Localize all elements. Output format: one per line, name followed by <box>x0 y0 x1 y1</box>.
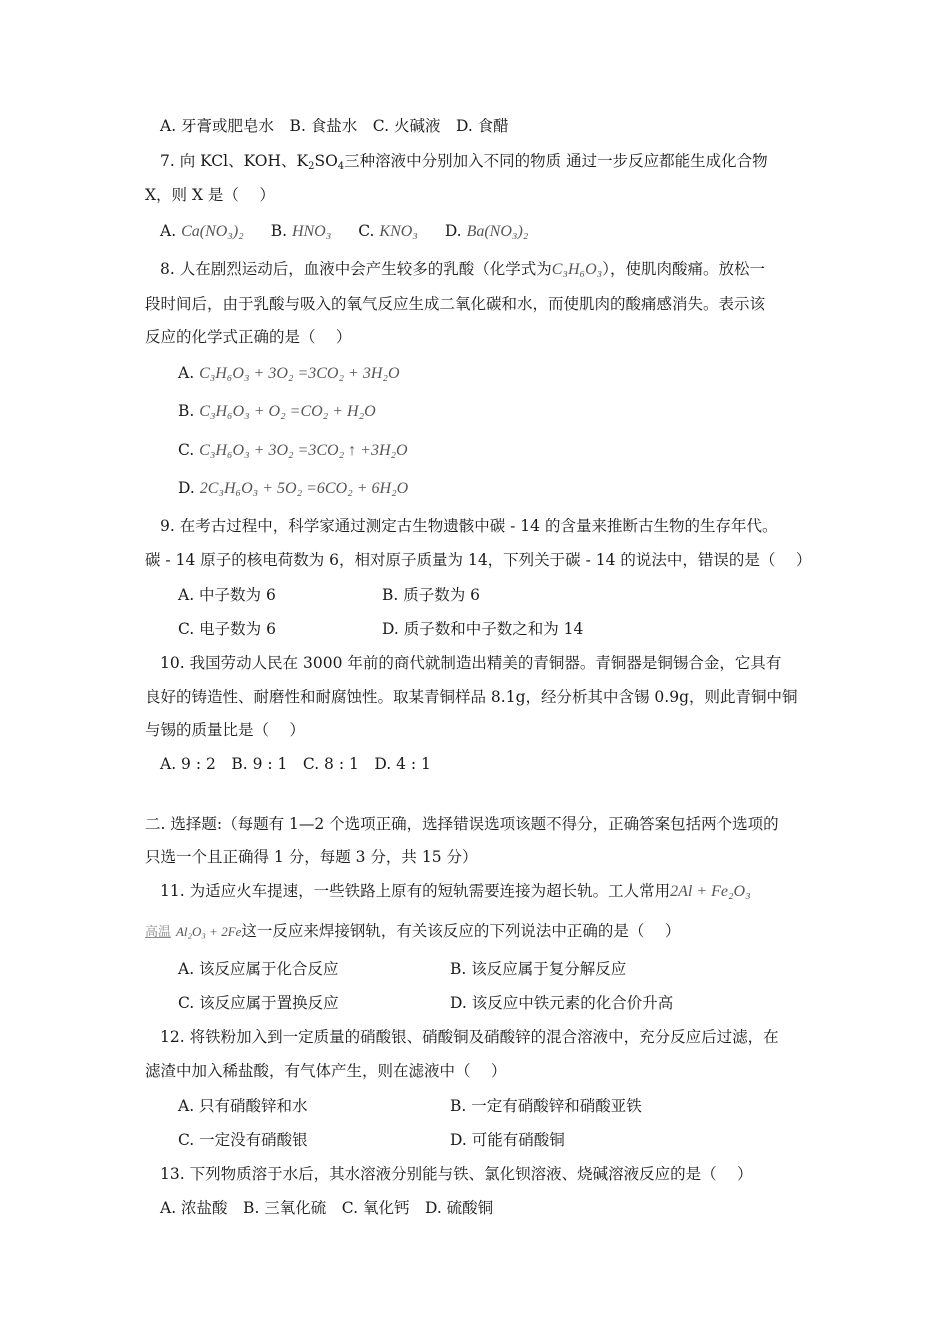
q10-stem-line1: 10. 我国劳动人民在 3000 年前的商代就制造出精美的青铜器。青铜器是铜锡合金，它具有 <box>160 654 782 672</box>
q8-stem-line1: 8. 人在剧烈运动后，血液中会产生较多的乳酸（化学式为C₃H₆O₃），使肌肉酸痛。放松一 <box>160 260 765 278</box>
q9-option-d: D. 质子数和中子数之和为 14 <box>382 620 584 638</box>
q9-option-c: C. 电子数为 6 <box>178 620 276 638</box>
q13-options: A. 浓盐酸 B. 三氧化硫 C. 氧化钙 D. 硫酸铜 <box>160 1199 494 1217</box>
q8-lactic-acid-formula: C₃H₆O₃ <box>551 261 603 278</box>
q7-option-d-formula: Ba(NO₃)₂ <box>466 223 529 240</box>
q7-stem-line1: 7. 向 KCl、KOH、$K_2SO_4$三种溶液中分别加入不同的物质 通过一步反应都能生成化合物 <box>160 152 768 172</box>
q9-option-b: B. 质子数为 6 <box>382 586 481 604</box>
q11-option-c: C. 该反应属于置换反应 <box>178 994 339 1012</box>
q12-option-d: D. 可能有硝酸铜 <box>450 1131 565 1149</box>
q11-stem-line2: 高温 Al₂O₃ + 2Fe这一反应来焊接钢轨，有关该反应的下列说法中正确的是（ ） <box>145 922 681 940</box>
section2-instructions-line2: 只选一个且正确得 1 分，每题 3 分，共 15 分） <box>145 848 478 866</box>
q12-stem-line2: 滤渣中加入稀盐酸，有气体产生，则在滤液中（ ） <box>145 1062 507 1080</box>
q7-option-c-formula: KNO₃ <box>379 223 418 240</box>
q13-stem: 13. 下列物质溶于水后，其水溶液分别能与铁、氯化钡溶液、烧碱溶液反应的是（ ） <box>160 1165 753 1183</box>
q7-options: A. Ca(NO₃)₂ B. HNO₃ C. KNO₃ D. Ba(NO₃)₂ <box>160 222 529 240</box>
q8-stem-line2: 段时间后，由于乳酸与吸入的氧气反应生成二氧化碳和水，而使肌肉的酸痛感消失。表示该 <box>145 295 766 313</box>
q8-option-a: A. C₃H₆O₃ + 3O₂ =3CO₂ + 3H₂O <box>178 364 400 382</box>
q11-option-a: A. 该反应属于化合反应 <box>178 960 339 978</box>
q11-stem-line1: 11. 为适应火车提速，一些铁路上原有的短轨需要连接为超长轨。工人常用2Al + Fe₂O₃ <box>160 882 751 900</box>
q10-stem-line3: 与锡的质量比是（ ） <box>145 721 305 739</box>
q7-option-a-formula: Ca(NO₃)₂ <box>181 223 244 240</box>
section2-instructions-line1: 二. 选择题:（每题有 1—2 个选项正确，选择错误选项该题不得分，正确答案包括两个选项的 <box>145 815 779 833</box>
q11-condition-high-temp: 高温 <box>145 925 172 940</box>
q12-option-a: A. 只有硝酸锌和水 <box>178 1097 308 1115</box>
q9-stem-line2: 碳 - 14 原子的核电荷数为 6，相对原子质量为 14，下列关于碳 - 14 的说法中，错误的是（ ） <box>145 551 812 569</box>
q10-stem-line2: 良好的铸造性、耐磨性和耐腐蚀性。取某青铜样品 8.1g，经分析其中含锡 0.9g，则此青铜中铜 <box>145 688 798 706</box>
q12-option-b: B. 一定有硝酸锌和硝酸亚铁 <box>450 1097 642 1115</box>
q8-stem-line3: 反应的化学式正确的是（ ） <box>145 328 352 346</box>
q6-options: A. 牙膏或肥皂水 B. 食盐水 C. 火碱液 D. 食醋 <box>160 117 509 135</box>
q11-reactants-formula: 2Al + Fe₂O₃ <box>670 883 751 900</box>
q8-option-b: B. C₃H₆O₃ + O₂ =CO₂ + H₂O <box>178 402 376 420</box>
q9-option-a: A. 中子数为 6 <box>178 586 276 604</box>
q11-option-d: D. 该反应中铁元素的化合价升高 <box>450 994 674 1012</box>
q12-stem-line1: 12. 将铁粉加入到一定质量的硝酸银、硝酸铜及硝酸锌的混合溶液中，充分反应后过滤，在 <box>160 1028 779 1046</box>
q8-option-c: C. C₃H₆O₃ + 3O₂ =3CO₂ ↑ +3H₂O <box>178 441 408 459</box>
q10-options: A. 9 : 2 B. 9 : 1 C. 8 : 1 D. 4 : 1 <box>160 755 431 773</box>
q11-products-formula: Al₂O₃ + 2Fe <box>175 924 242 939</box>
q11-option-b: B. 该反应属于复分解反应 <box>450 960 627 978</box>
q12-option-c: C. 一定没有硝酸银 <box>178 1131 308 1149</box>
q9-stem-line1: 9. 在考古过程中，科学家通过测定古生物遗骸中碳 - 14 的含量来推断古生物的生存年代。 <box>160 517 778 535</box>
q8-option-d: D. 2C₃H₆O₃ + 5O₂ =6CO₂ + 6H₂O <box>178 479 409 497</box>
q7-stem-line2: X，则 X 是（ ） <box>145 186 275 204</box>
q7-option-b-formula: HNO₃ <box>291 223 332 240</box>
